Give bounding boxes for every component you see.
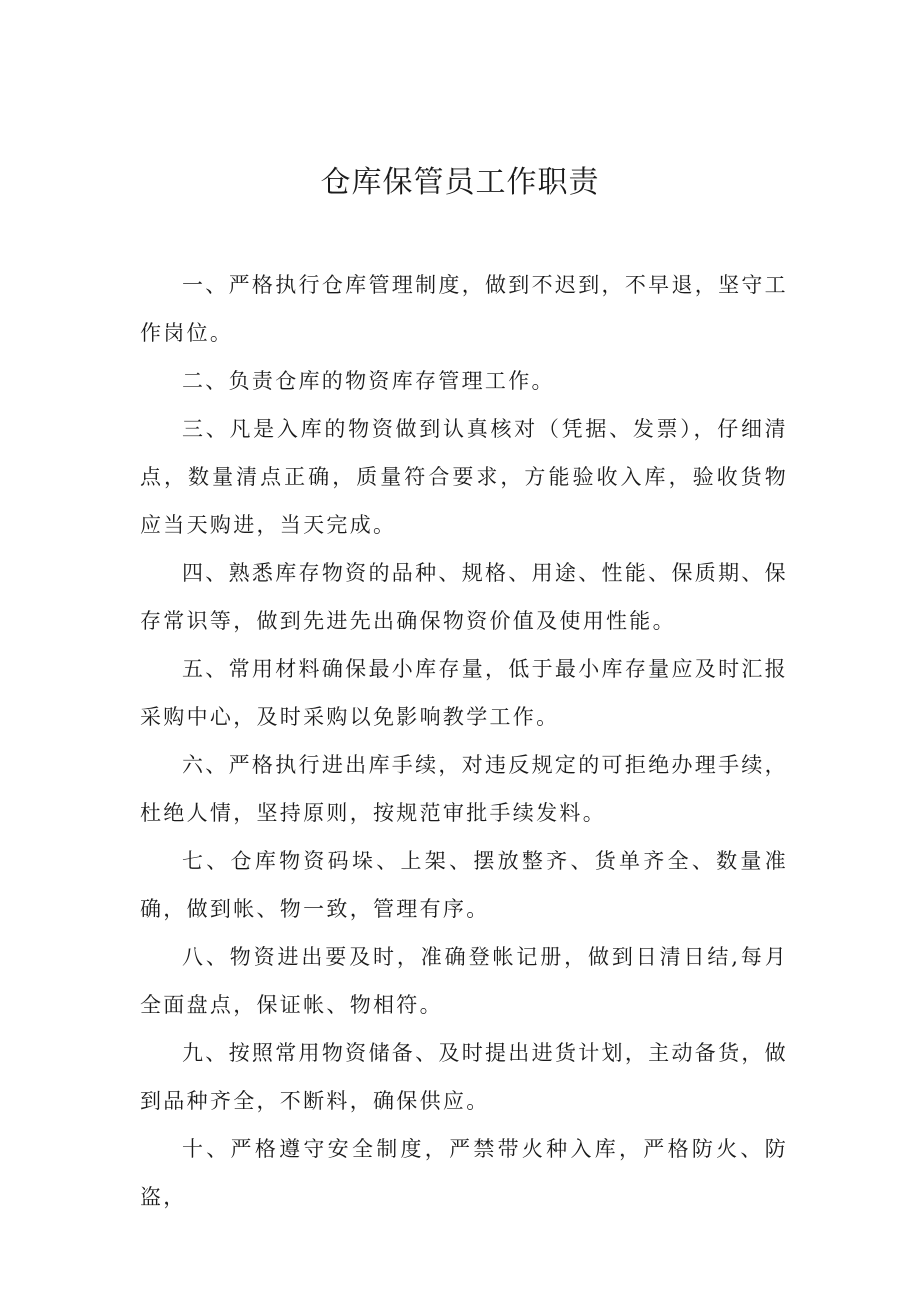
document-body xyxy=(140,261,788,1221)
paragraph-5: 五、常用材料确保最小库存量，低于最小库存量应及时汇报采购中心，及时采购以免影响教学工作。 xyxy=(140,657,788,729)
paragraph-6: 六、严格执行进出库手续，对违反规定的可拒绝办理手续，杜绝人情，坚持原则，按规范审批手续发料。 xyxy=(140,753,788,825)
document-title: 仓库保管员工作职责 xyxy=(320,165,600,200)
paragraph-10: 十、严格遵守安全制度，严禁带火种入库，严格防火、防盗， xyxy=(140,1137,788,1209)
paragraph-9: 九、按照常用物资储备、及时提出进货计划，主动备货，做到品种齐全，不断料，确保供应。 xyxy=(140,1041,788,1113)
paragraph-3: 三、凡是入库的物资做到认真核对（凭据、发票），仔细清点，数量清点正确，质量符合要求，方能验收入库，验收货物应当天购进，当天完成。 xyxy=(140,417,788,537)
paragraph-8: 八、物资进出要及时，准确登帐记册，做到日清日结,每月全面盘点，保证帐、物相符。 xyxy=(140,945,788,1017)
paragraph-4: 四、熟悉库存物资的品种、规格、用途、性能、保质期、保存常识等，做到先进先出确保物资价值及使用性能。 xyxy=(140,561,788,633)
paragraph-2: 二、负责仓库的物资库存管理工作。 xyxy=(182,369,555,393)
paragraph-7: 七、仓库物资码垛、上架、摆放整齐、货单齐全、数量准确，做到帐、物一致，管理有序。 xyxy=(140,849,788,921)
paragraph-1: 一、严格执行仓库管理制度，做到不迟到，不早退，坚守工作岗位。 xyxy=(140,273,788,345)
